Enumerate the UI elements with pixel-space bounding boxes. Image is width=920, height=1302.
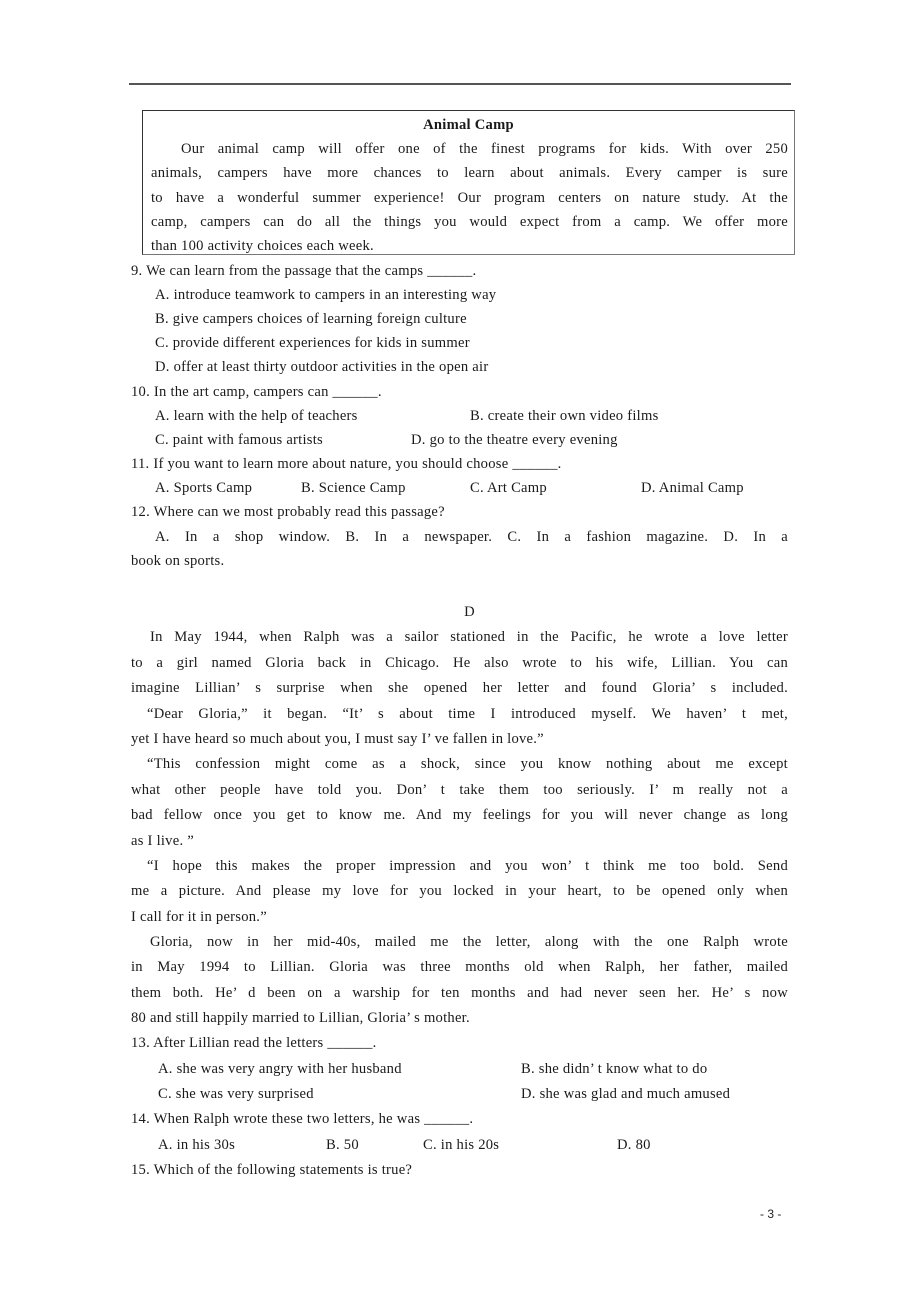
option-14a: A. in his 30s xyxy=(158,1137,236,1153)
option-9b: B. give campers choices of learning foreign culture xyxy=(155,311,467,327)
passage-line: to a girl named Gloria back in Chicago. He also wrote to his wife, Lillian. You can xyxy=(131,655,788,671)
question-stem-12: 12. Where can we most probably read this passage? xyxy=(131,504,445,520)
header-rule xyxy=(129,83,791,85)
option-10b: B. create their own video films xyxy=(470,408,659,424)
passage-line: 80 and still happily married to Lillian, Gloria’ s mother. xyxy=(131,1010,470,1026)
passage-line: “Dear Gloria,” it began. “It’ s about time I introduced myself. We haven’ t met, xyxy=(147,706,788,722)
option-11b: B. Science Camp xyxy=(301,480,406,496)
passage-line: as I live. ” xyxy=(131,833,194,849)
passage-line: “This confession might come as a shock, since you know nothing about me except xyxy=(147,756,788,772)
question-stem-9: 9. We can learn from the passage that the camps ______. xyxy=(131,263,477,279)
passage-line: me a picture. And please my love for you locked in your heart, to be opened only when xyxy=(131,883,788,899)
option-10d: D. go to the theatre every evening xyxy=(411,432,618,448)
question-stem-14: 14. When Ralph wrote these two letters, he was ______. xyxy=(131,1111,474,1127)
option-11d: D. Animal Camp xyxy=(641,480,744,496)
question-stem-10: 10. In the art camp, campers can ______. xyxy=(131,384,382,400)
box-line: to have a wonderful summer experience! Our program centers on nature study. At the xyxy=(151,190,788,206)
box-line: than 100 activity choices each week. xyxy=(151,238,374,254)
passage-line: them both. He’ d been on a warship for ten months and had never seen her. He’ s now xyxy=(131,985,788,1001)
options-12-line1: A. In a shop window. B. In a newspaper. C. In a fashion magazine. D. In a xyxy=(155,529,788,545)
question-stem-15: 15. Which of the following statements is true? xyxy=(131,1162,413,1178)
page-number: - 3 - xyxy=(760,1207,782,1221)
passage-line: what other people have told you. Don’ t take them too seriously. I’ m really not a xyxy=(131,782,788,798)
passage-line: yet I have heard so much about you, I must say I’ ve fallen in love.” xyxy=(131,731,544,747)
box-line: camp, campers can do all the things you would expect from a camp. We offer more xyxy=(151,214,788,230)
passage-line: Gloria, now in her mid-40s, mailed me the letter, along with the one Ralph wrote xyxy=(150,934,788,950)
option-14d: D. 80 xyxy=(617,1137,651,1153)
option-13d: D. she was glad and much amused xyxy=(521,1086,731,1102)
box-title: Animal Camp xyxy=(423,117,514,133)
option-9a: A. introduce teamwork to campers in an interesting way xyxy=(155,287,497,303)
passage-line: I call for it in person.” xyxy=(131,909,267,925)
passage-line: bad fellow once you get to know me. And my feelings for you will never change as long xyxy=(131,807,788,823)
passage-line: “I hope this makes the proper impression and you won’ t think me too bold. Send xyxy=(147,858,788,874)
option-11c: C. Art Camp xyxy=(470,480,547,496)
option-11a: A. Sports Camp xyxy=(155,480,253,496)
passage-line: In May 1944, when Ralph was a sailor stationed in the Pacific, he wrote a love letter xyxy=(150,629,788,645)
option-10c: C. paint with famous artists xyxy=(155,432,323,448)
option-9c: C. provide different experiences for kids in summer xyxy=(155,335,470,351)
question-stem-13: 13. After Lillian read the letters ______. xyxy=(131,1035,377,1051)
box-line: animals, campers have more chances to learn about animals. Every camper is sure xyxy=(151,165,788,181)
option-14b: B. 50 xyxy=(326,1137,359,1153)
option-13b: B. she didn’ t know what to do xyxy=(521,1061,708,1077)
passage-line: imagine Lillian’ s surprise when she opened her letter and found Gloria’ s included. xyxy=(131,680,788,696)
option-9d: D. offer at least thirty outdoor activities in the open air xyxy=(155,359,489,375)
passage-line: in May 1994 to Lillian. Gloria was three months old when Ralph, her father, mailed xyxy=(131,959,788,975)
option-14c: C. in his 20s xyxy=(423,1137,500,1153)
option-13c: C. she was very surprised xyxy=(158,1086,314,1102)
options-12-line2: book on sports. xyxy=(131,553,225,569)
option-10a: A. learn with the help of teachers xyxy=(155,408,358,424)
passage-heading: D xyxy=(464,604,475,620)
option-13a: A. she was very angry with her husband xyxy=(158,1061,402,1077)
question-stem-11: 11. If you want to learn more about nature, you should choose ______. xyxy=(131,456,562,472)
box-line: Our animal camp will offer one of the finest programs for kids. With over 250 xyxy=(181,141,788,157)
